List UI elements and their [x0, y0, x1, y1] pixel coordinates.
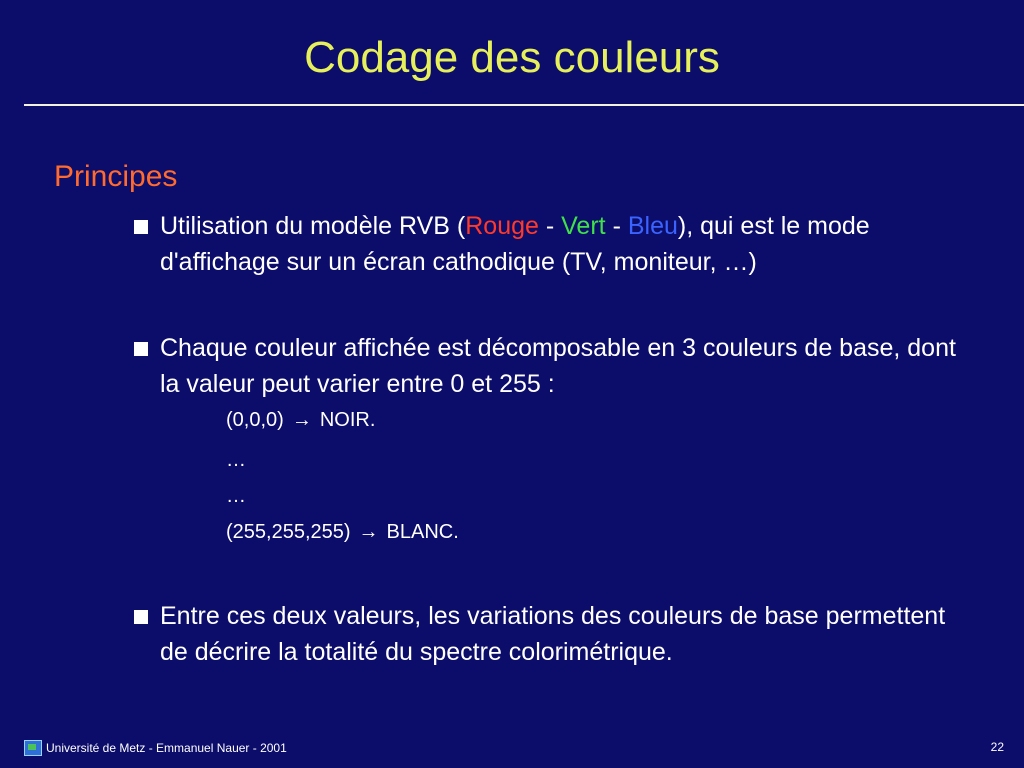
footer-credit: Université de Metz - Emmanuel Nauer - 2001 — [46, 741, 287, 755]
page-number: 22 — [990, 740, 1004, 754]
example-blanc-value: (255,255,255) — [226, 521, 351, 543]
example-blanc — [226, 518, 459, 546]
footer — [24, 740, 287, 756]
section-heading: Principes — [54, 160, 178, 193]
example-blanc-label: BLANC. — [386, 521, 459, 543]
slide-title: Codage des couleurs — [304, 33, 720, 82]
arrow-right-icon: → — [358, 521, 379, 543]
example-noir-value: (0,0,0) — [226, 409, 284, 431]
bullet-decomposition — [138, 330, 958, 402]
separator: - — [538, 212, 562, 240]
example-noir-label: NOIR. — [319, 409, 376, 431]
bullet-rvb-text — [160, 208, 958, 280]
color-word-vert: Vert — [561, 212, 606, 240]
bullet-rvb — [138, 208, 958, 280]
bullet-square-icon — [134, 220, 148, 234]
title-divider — [24, 104, 1024, 106]
bullet-square-icon — [134, 610, 148, 624]
university-logo-icon — [24, 740, 42, 756]
example-ellipsis-1: … — [226, 449, 246, 471]
example-ellipsis-2: … — [226, 485, 246, 507]
color-word-rouge: Rouge — [465, 212, 539, 240]
separator: - — [605, 212, 628, 240]
bullet-square-icon — [134, 342, 148, 356]
bullet-rvb-after: ), qui est le mode d'affichage sur un écran cathodique (TV, moniteur, …) — [160, 212, 870, 276]
bullet-spectre — [138, 598, 958, 670]
arrow-right-icon: → — [291, 409, 312, 431]
color-word-bleu: Bleu — [627, 212, 678, 240]
example-noir — [226, 406, 375, 434]
bullet-spectre-text: Entre ces deux valeurs, les variations des couleurs de base permettent de décrire la totalité du spectre colorimétrique. — [160, 602, 946, 666]
bullet-rvb-before: Utilisation du modèle RVB ( — [160, 212, 466, 240]
bullet-decomposition-text: Chaque couleur affichée est décomposable en 3 couleurs de base, dont la valeur peut varier entre 0 et 255 : — [160, 334, 956, 398]
